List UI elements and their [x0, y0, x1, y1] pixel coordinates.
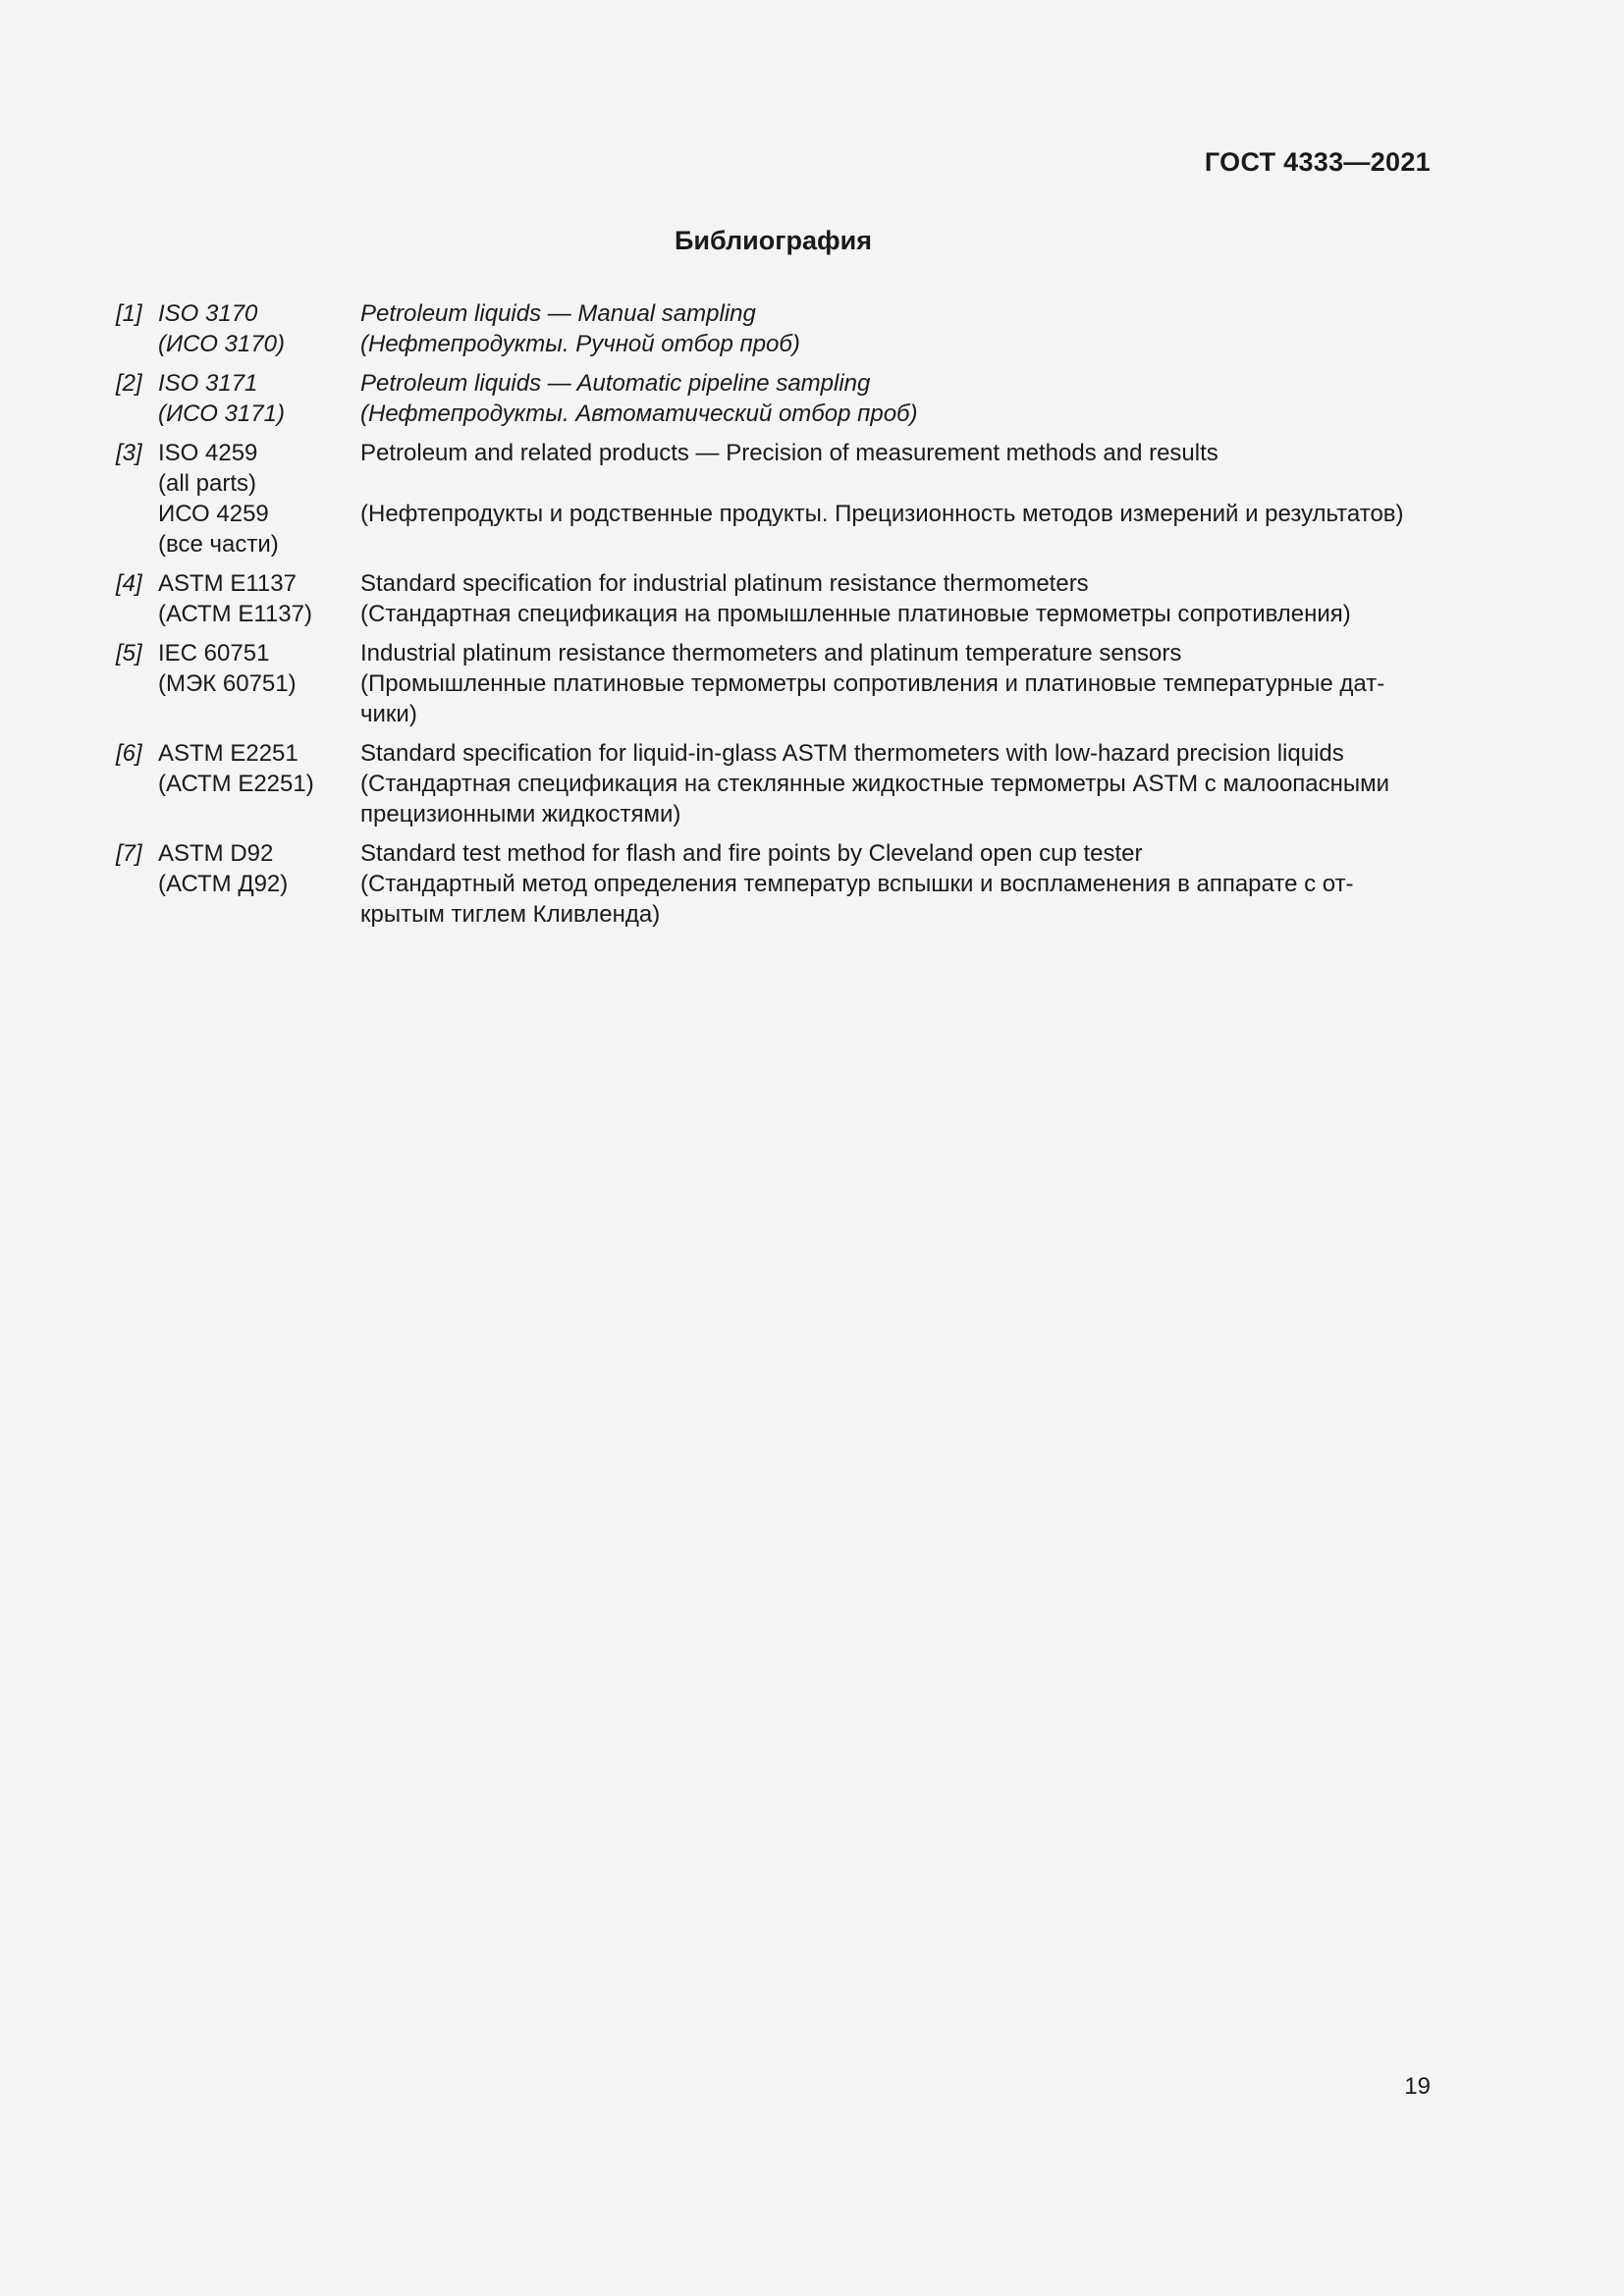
- description-en: Petroleum liquids — Manual sampling: [360, 300, 756, 327]
- entry-standard: [158, 838, 360, 930]
- description-ru: (Промышленные платиновые термометры сопротивления и платиновые температурные дат-: [360, 670, 1385, 697]
- standard-scope: (all parts): [158, 470, 257, 497]
- standard-code-ru: (АСТМ Е2251): [158, 771, 314, 797]
- standard-code: ISO 3171: [158, 370, 258, 397]
- description-en: Standard specification for liquid-in-glass ASTM thermometers with low-hazard precision liquids: [360, 740, 1344, 767]
- standard-code: ASTM D92: [158, 840, 274, 867]
- description-ru: (Стандартная спецификация на стеклянные жидкостные термометры ASTM с малоопасными: [360, 771, 1390, 797]
- entry-description: [360, 738, 1432, 829]
- entry-standard: [158, 738, 360, 829]
- standard-code: ASTM E1137: [158, 570, 297, 597]
- document-id: ГОСТ 4333—2021: [1204, 147, 1431, 177]
- standard-code-ru: (ИСО 3170): [158, 331, 285, 357]
- bibliography-entry: [116, 368, 1432, 429]
- entry-description: [360, 438, 1432, 560]
- standard-code-ru: (АСТМ Д92): [158, 871, 289, 897]
- entry-standard: [158, 368, 360, 429]
- bibliography-entry: [116, 568, 1432, 629]
- description-ru: (Нефтепродукты. Автоматический отбор проб): [360, 400, 918, 427]
- entry-standard: [158, 438, 360, 560]
- entry-number: [2]: [116, 370, 142, 397]
- entry-standard: [158, 568, 360, 629]
- description-ru-continued: чики): [360, 701, 417, 727]
- page-number: 19: [1404, 2073, 1431, 2100]
- entry-description: [360, 568, 1432, 629]
- description-en: Industrial platinum resistance thermometers and platinum temperature sensors: [360, 640, 1182, 667]
- bibliography-list: [116, 298, 1432, 938]
- description-en: Petroleum and related products — Precision of measurement methods and results: [360, 440, 1218, 466]
- bibliography-entry: [116, 438, 1432, 560]
- bibliography-entry: [116, 298, 1432, 359]
- entry-number: [3]: [116, 440, 142, 466]
- entry-description: [360, 838, 1432, 930]
- standard-code: IEC 60751: [158, 640, 270, 667]
- entry-standard: [158, 298, 360, 359]
- bibliography-entry: [116, 838, 1432, 930]
- standard-code: ASTM E2251: [158, 740, 298, 767]
- description-ru: (Стандартная спецификация на промышленные платиновые термометры сопротивления): [360, 601, 1351, 627]
- entry-number: [4]: [116, 570, 142, 597]
- description-en: Standard test method for flash and fire points by Cleveland open cup tester: [360, 840, 1143, 867]
- standard-code-ru: (ИСО 3171): [158, 400, 285, 427]
- description-ru: (Нефтепродукты и родственные продукты. Прецизионность методов измерений и результатов): [360, 501, 1404, 527]
- entry-number: [1]: [116, 300, 142, 327]
- entry-description: [360, 368, 1432, 429]
- standard-code: ISO 4259: [158, 440, 258, 466]
- entry-description: [360, 298, 1432, 359]
- standard-code-ru: ИСО 4259: [158, 501, 269, 527]
- entry-standard: [158, 638, 360, 729]
- standard-scope-ru: (все части): [158, 531, 279, 558]
- entry-description: [360, 638, 1432, 729]
- standard-code: ISO 3170: [158, 300, 258, 327]
- bibliography-entry: [116, 738, 1432, 829]
- description-ru: (Нефтепродукты. Ручной отбор проб): [360, 331, 800, 357]
- section-title: Библиография: [675, 226, 872, 255]
- bibliography-entry: [116, 638, 1432, 729]
- standard-code-ru: (МЭК 60751): [158, 670, 297, 697]
- description-en: Petroleum liquids — Automatic pipeline sampling: [360, 370, 871, 397]
- description-ru-continued: крытым тиглем Кливленда): [360, 901, 661, 928]
- description-ru: (Стандартный метод определения температур вспышки и воспламенения в аппарате с от-: [360, 871, 1354, 897]
- description-en: Standard specification for industrial platinum resistance thermometers: [360, 570, 1089, 597]
- entry-number: [6]: [116, 740, 142, 767]
- entry-number: [7]: [116, 840, 142, 867]
- standard-code-ru: (АСТМ Е1137): [158, 601, 312, 627]
- entry-number: [5]: [116, 640, 142, 667]
- description-ru-continued: прецизионными жидкостями): [360, 801, 681, 828]
